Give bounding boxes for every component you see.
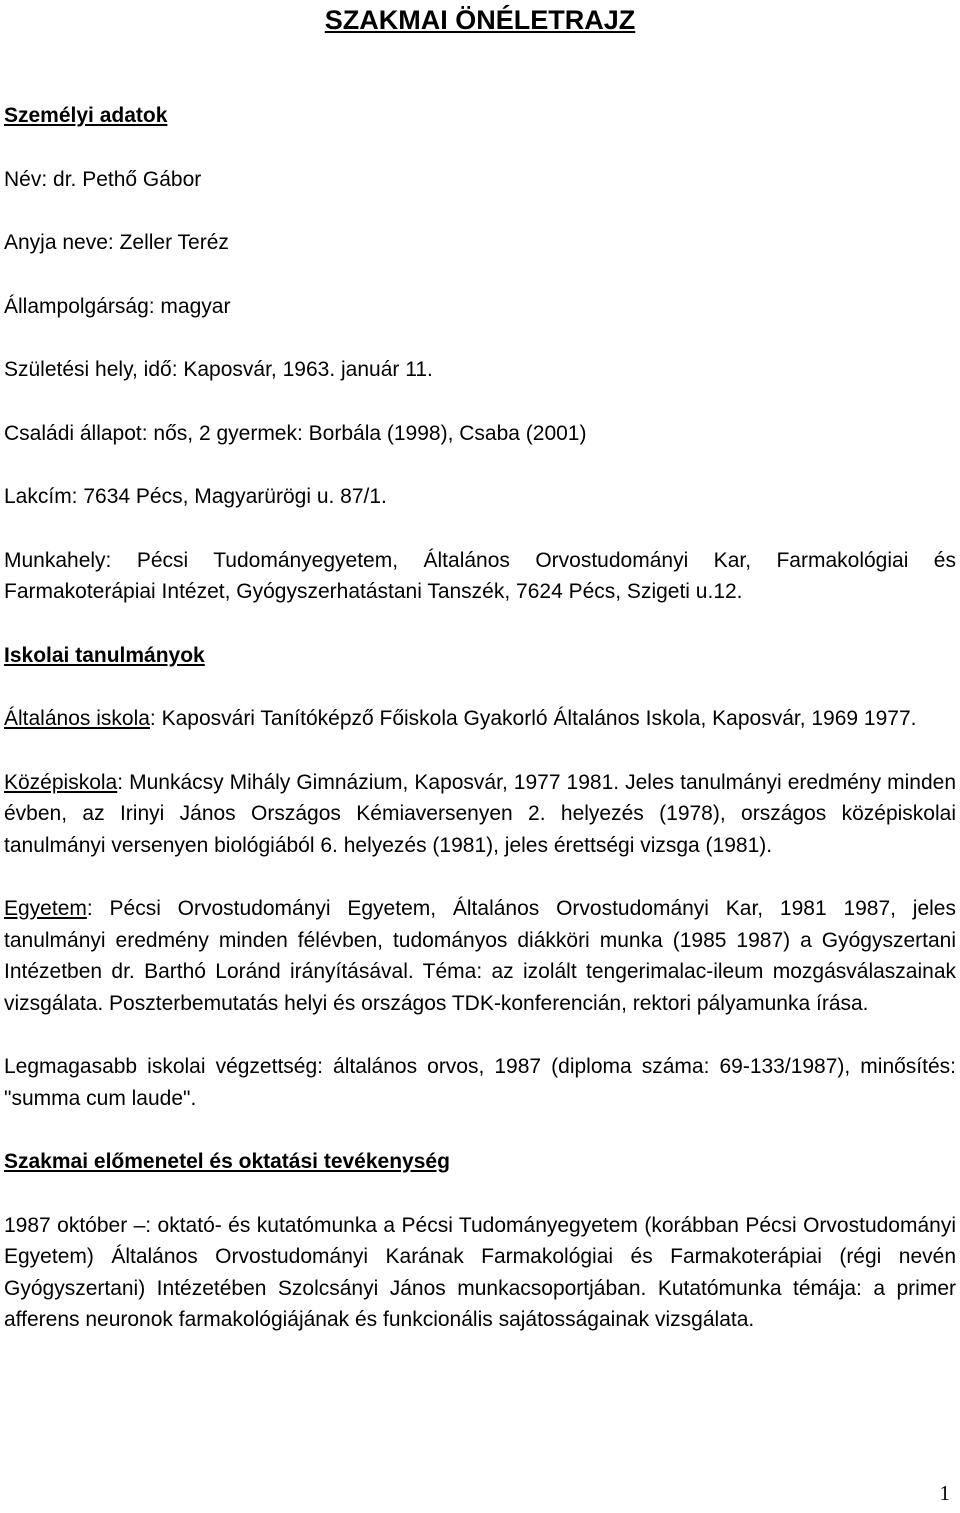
personal-section [4,100,956,608]
name-line: Név: dr. Pethő Gábor [4,167,202,191]
document-page [4,0,956,1513]
university-label: Egyetem [4,897,87,920]
page-number: 1 [939,1481,950,1505]
birth-line: Születési hely, idő: Kaposvár, 1963. január 11. [4,358,433,381]
family-line: Családi állapot: nős, 2 gyermek: Borbála (1998), Csaba (2001) [4,421,587,445]
highest-qualification-paragraph: Legmagasabb iskolai végzettség: általános orvos, 1987 (diploma száma: 69-133/1987), minősítés: "summa cum laude". [4,1055,956,1110]
career-paragraph: 1987 október –: oktató- és kutatómunka a Pécsi Tudományegyetem (korábban Pécsi Orvostudományi Egyetem) Általános Orvostudományi Karának Farmakológiai és Farmakoterápiai (régi nevén Gyógyszertani) Intézetében Szolcsányi János munkacsoportjában. Kutatómunka témája: a primer afferens neuronok farmakológiájának és funkcionális sajátosságainak vizsgálata. [4,1213,956,1331]
elementary-school-label: Általános iskola [4,707,150,730]
personal-heading: Személyi adatok [4,104,168,127]
elementary-school-paragraph [4,703,956,735]
career-heading: Szakmai előmenetel és oktatási tevékenység [4,1150,450,1173]
university-text: : Pécsi Orvostudományi Egyetem, Általános Orvostudományi Kar, 1981 1987, jeles tanulmányi eredmény minden félévben, tudományos diákköri munka (1985 1987) a Gyógyszertani Intézetben dr. Barthó Loránd irányításával. Téma: az izolált tengerimalac-ileum mozgásválaszainak vizsgálata. Poszterbemutatás helyi és országos TDK-konferencián, rektori pályamunka írása. [4,897,956,1015]
address-line: Lakcím: 7634 Pécs, Magyarürögi u. 87/1. [4,485,387,508]
secondary-school-paragraph [4,767,956,862]
studies-heading: Iskolai tanulmányok [4,643,205,667]
elementary-school-text: : Kaposvári Tanítóképző Főiskola Gyakorló Általános Iskola, Kaposvár, 1969 1977. [149,707,917,730]
document-title: SZAKMAI ÖNÉLETRAJZ [324,5,636,35]
university-paragraph [4,893,956,1019]
citizenship-line: Állampolgárság: magyar [4,294,231,318]
studies-section [4,640,956,1115]
mother-name-line: Anyja neve: Zeller Teréz [4,231,229,254]
secondary-school-text: : Munkácsy Mihály Gimnázium, Kaposvár, 1977 1981. Jeles tanulmányi eredmény minden évben, az Irinyi János Országos Kémiaversenyen 2. helyezés (1978), országos középiskolai tanulmányi versenyen biológiából 6. helyezés (1981), jeles érettségi vizsga (1981). [4,770,956,857]
career-section [4,1146,956,1336]
secondary-school-label: Középiskola [4,770,118,794]
workplace-paragraph: Munkahely: Pécsi Tudományegyetem, Általános Orvostudományi Kar, Farmakológiai és Farmakoterápiai Intézet, Gyógyszerhatástani Tanszék, 7624 Pécs, Szigeti u.12. [4,548,956,603]
